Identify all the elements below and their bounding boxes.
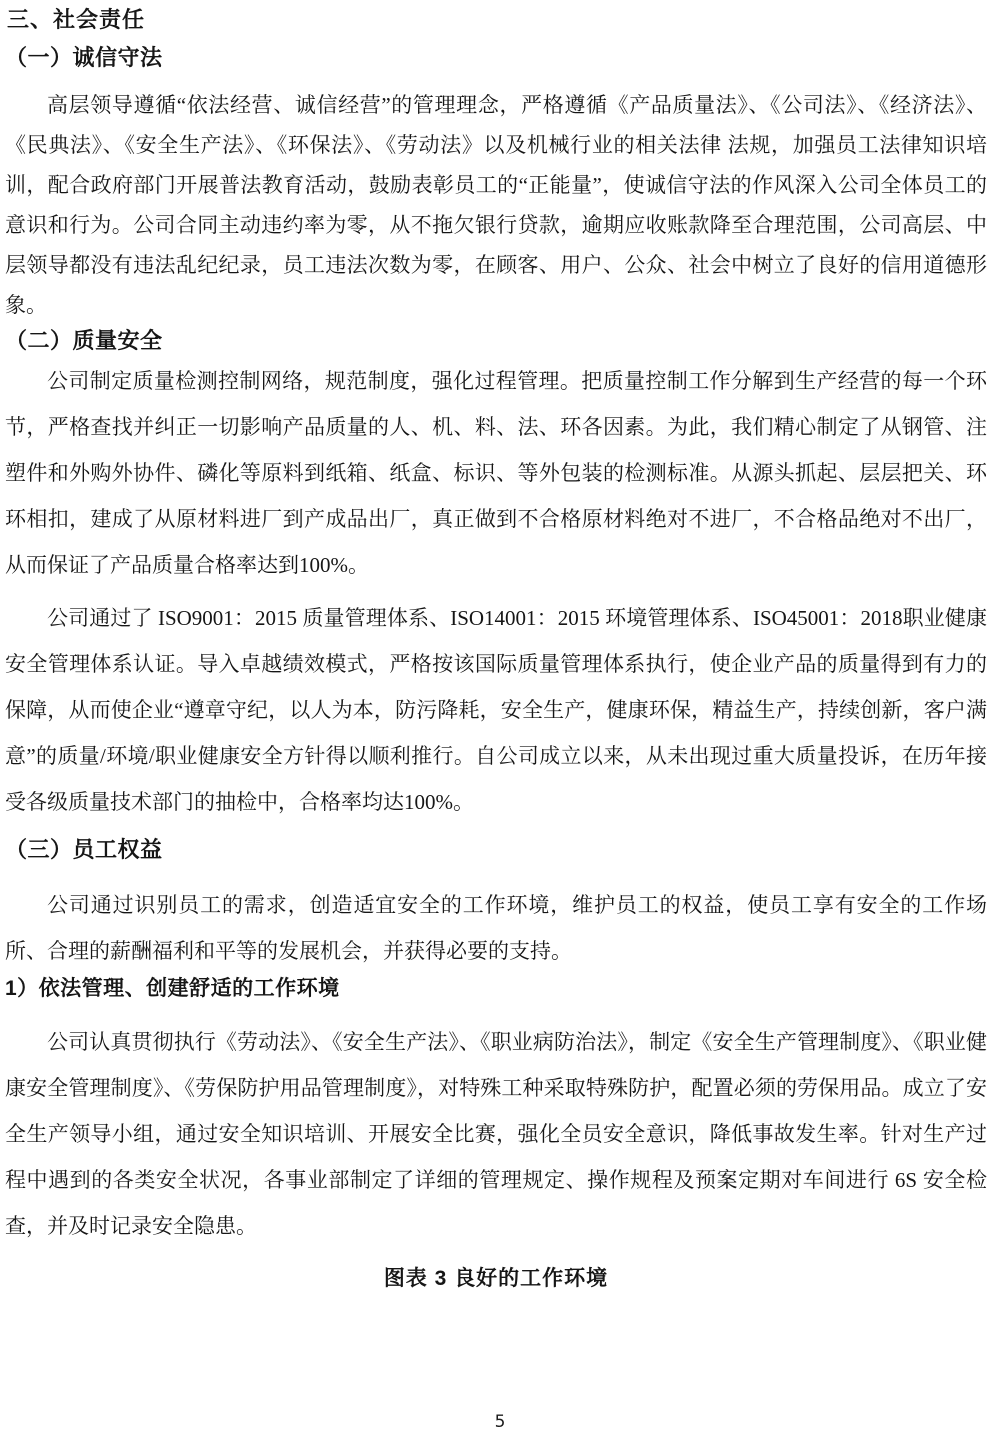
- subsection-heading-work-environment: 1）依法管理、创建舒适的工作环境: [5, 977, 340, 1000]
- page-number: 5: [494, 1412, 506, 1432]
- section-heading-employee: （三）员工权益: [5, 837, 163, 862]
- paragraph-quality-2: 公司通过了 ISO9001：2015 质量管理体系、ISO14001：2015 环境管理体系、ISO45001：2018职业健康安全管理体系认证。导入卓越绩效模式，严格按该国际质量管理体系执行，使企业产品的质量得到有力的保障，从而使企业“遵章守纪，以人为本，防污降耗，安全生产，健康环保，精益生产，持续创新，客户满意”的质量/环境/职业健康安全方针得以顺利推行。自公司成立以来，从未出现过重大质量投诉，在历年接受各级质量技术部门的抽检中，合格率均达100%。: [5, 606, 987, 814]
- document-page: [5, 5, 987, 1295]
- page-title: 三、社会责任: [7, 7, 146, 32]
- paragraph-work-environment: 公司认真贯彻执行《劳动法》、《安全生产法》、《职业病防治法》，制定《安全生产管理制度》、《职业健康安全管理制度》、《劳保防护用品管理制度》，对特殊工种采取特殊防护，配置必须的劳保用品。成立了安全生产领导小组，通过安全知识培训、开展安全比赛，强化全员安全意识，降低事故发生率。针对生产过程中遇到的各类安全状况，各事业部制定了详细的管理规定、操作规程及预案定期对车间进行 6S 安全检查，并及时记录安全隐患。: [5, 1030, 987, 1238]
- section-heading-integrity: （一）诚信守法: [5, 45, 163, 70]
- section-heading-quality: （二）质量安全: [5, 328, 163, 353]
- paragraph-employee: 公司通过识别员工的需求，创造适宜安全的工作环境，维护员工的权益，使员工享有安全的工作场所、合理的薪酬福利和平等的发展机会，并获得必要的支持。: [5, 893, 987, 963]
- figure-caption: 图表 3 良好的工作环境: [383, 1267, 609, 1290]
- paragraph-quality-1: 公司制定质量检测控制网络，规范制度，强化过程管理。把质量控制工作分解到生产经营的每一个环节，严格查找并纠正一切影响产品质量的人、机、料、法、环各因素。为此，我们精心制定了从钢管、注塑件和外购外协件、磷化等原料到纸箱、纸盒、标识、等外包装的检测标准。从源头抓起、层层把关、环环相扣，建成了从原材料进厂到产成品出厂，真正做到不合格原材料绝对不进厂，不合格品绝对不出厂，从而保证了产品质量合格率达到100%。: [5, 369, 987, 577]
- paragraph-integrity: 高层领导遵循“依法经营、诚信经营”的管理理念，严格遵循《产品质量法》、《公司法》、《经济法》、《民典法》、《安全生产法》、《环保法》、《劳动法》以及机械行业的相关法律 法规，加强员工法律知识培训，配合政府部门开展普法教育活动，鼓励表彰员工的“正能量”，使诚信守法的作风深入公司全体员工的意识和行为。公司合同主动违约率为零，从不拖欠银行贷款，逾期应收账款降至合理范围，公司高层、中层领导都没有违法乱纪纪录，员工违法次数为零，在顾客、用户、公众、社会中树立了良好的信用道德形象。: [5, 93, 987, 317]
